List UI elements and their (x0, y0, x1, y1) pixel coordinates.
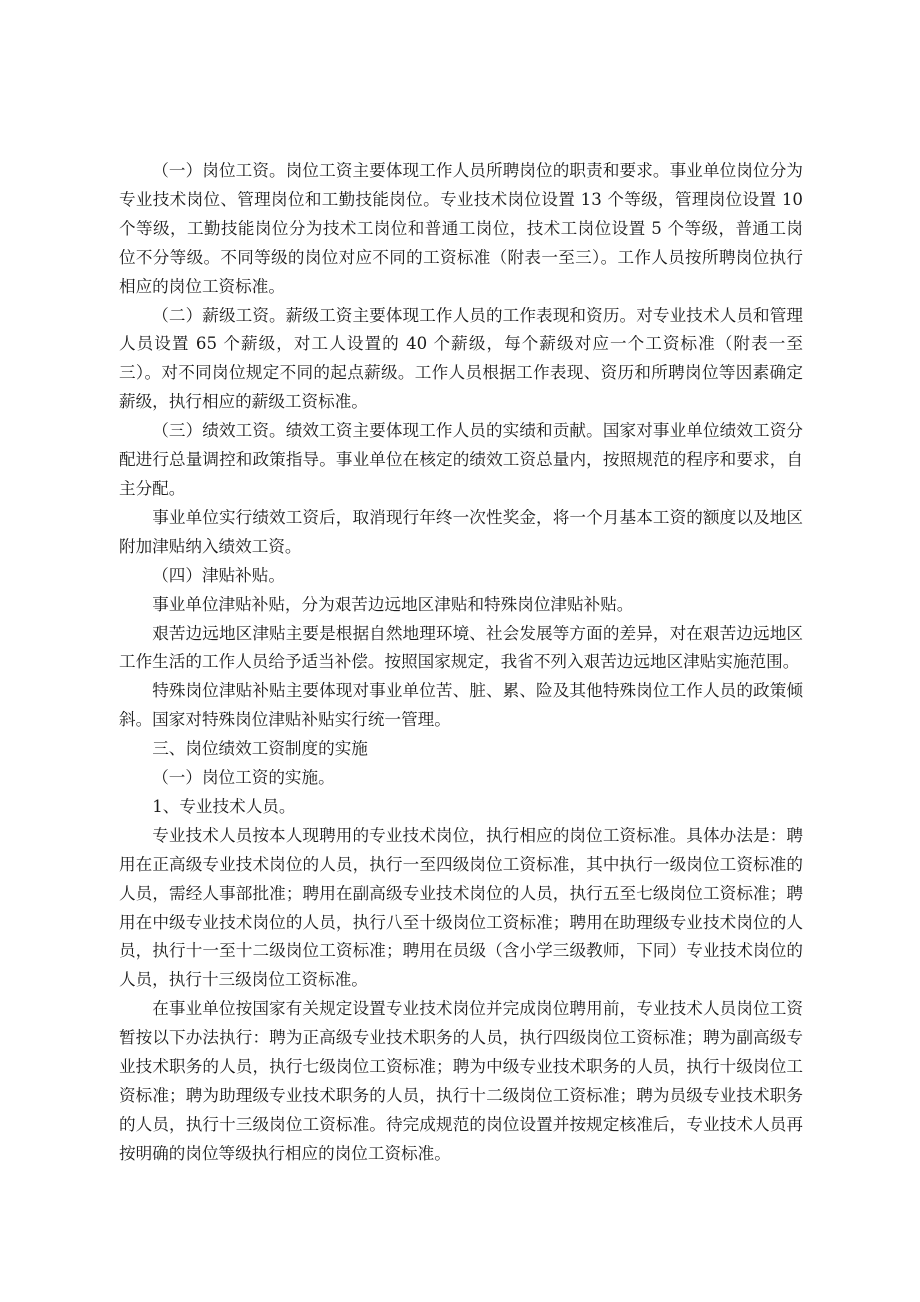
paragraph-post-wage: （一）岗位工资。岗位工资主要体现工作人员所聘岗位的职责和要求。事业单位岗位分为专业技术岗位、管理岗位和工勤技能岗位。专业技术岗位设置 13 个等级，管理岗位设置 10 个等级，工勤技能岗位分为技术工岗位和普通工岗位，技术工岗位设置 5 个等级，普通工岗位不分等级。不同等级的岗位对应不同的工资标准（附表一至三）。工作人员按所聘岗位执行相应的岗位工资标准。 (119, 161, 803, 296)
section-heading-implementation: 三、岗位绩效工资制度的实施 (152, 739, 368, 759)
subsection-heading-post-wage-implementation: （一）岗位工资的实施。 (152, 768, 335, 788)
paragraph-professional-staff-rules: 专业技术人员按本人现聘用的专业技术岗位，执行相应的岗位工资标准。具体办法是：聘用在正高级专业技术岗位的人员，执行一至四级岗位工资标准，其中执行一级岗位工资标准的人员，需经人事部批准；聘用在副高级专业技术岗位的人员，执行五至七级岗位工资标准；聘用在中级专业技术岗位的人员，执行八至十级岗位工资标准；聘用在助理级专业技术岗位的人员，执行十一至十二级岗位工资标准；聘用在员级（含小学三级教师，下同）专业技术岗位的人员，执行十三级岗位工资标准。 (119, 825, 803, 990)
paragraph-performance-wage: （三）绩效工资。绩效工资主要体现工作人员的实绩和贡献。国家对事业单位绩效工资分配进行总量调控和政策指导。事业单位在核定的绩效工资总量内，按照规范的程序和要求，自主分配。 (119, 421, 803, 498)
paragraph-remote-area-allowance: 艰苦边远地区津贴主要是根据自然地理环境、社会发展等方面的差异，对在艰苦边远地区工作生活的工作人员给予适当补偿。按照国家规定，我省不列入艰苦边远地区津贴实施范围。 (119, 623, 803, 672)
paragraph-special-post-allowance: 特殊岗位津贴补贴主要体现对事业单位苦、脏、累、险及其他特殊岗位工作人员的政策倾斜。国家对特殊岗位津贴补贴实行统一管理。 (119, 681, 803, 730)
document-body (119, 157, 803, 1169)
paragraph-allowance-types: 事业单位津贴补贴，分为艰苦边远地区津贴和特殊岗位津贴补贴。 (152, 594, 634, 614)
paragraph-performance-bonus-note: 事业单位实行绩效工资后，取消现行年终一次性奖金，将一个月基本工资的额度以及地区附加津贴纳入绩效工资。 (119, 507, 803, 556)
paragraph-salary-grade-wage: （二）薪级工资。薪级工资主要体现工作人员的工作表现和资历。对专业技术人员和管理人员设置 65 个薪级，对工人设置的 40 个薪级，每个薪级对应一个工资标准（附表一至三）。对不同岗位规定不同的起点薪级。工作人员根据工作表现、资历和所聘岗位等因素确定薪级，执行相应的薪级工资标准。 (119, 305, 803, 412)
paragraph-interim-rules: 在事业单位按国家有关规定设置专业技术岗位并完成岗位聘用前，专业技术人员岗位工资暂按以下办法执行：聘为正高级专业技术职务的人员，执行四级岗位工资标准；聘为副高级专业技术职务的人员，执行七级岗位工资标准；聘为中级专业技术职务的人员，执行十级岗位工资标准；聘为助理级专业技术职务的人员，执行十二级岗位工资标准；聘为员级专业技术职务的人员，执行十三级岗位工资标准。待完成规范的岗位设置并按规定核准后，专业技术人员再按明确的岗位等级执行相应的岗位工资标准。 (119, 999, 803, 1163)
paragraph-allowance-heading: （四）津贴补贴。 (152, 565, 285, 585)
item-heading-professional-staff: 1、专业技术人员。 (152, 796, 296, 816)
